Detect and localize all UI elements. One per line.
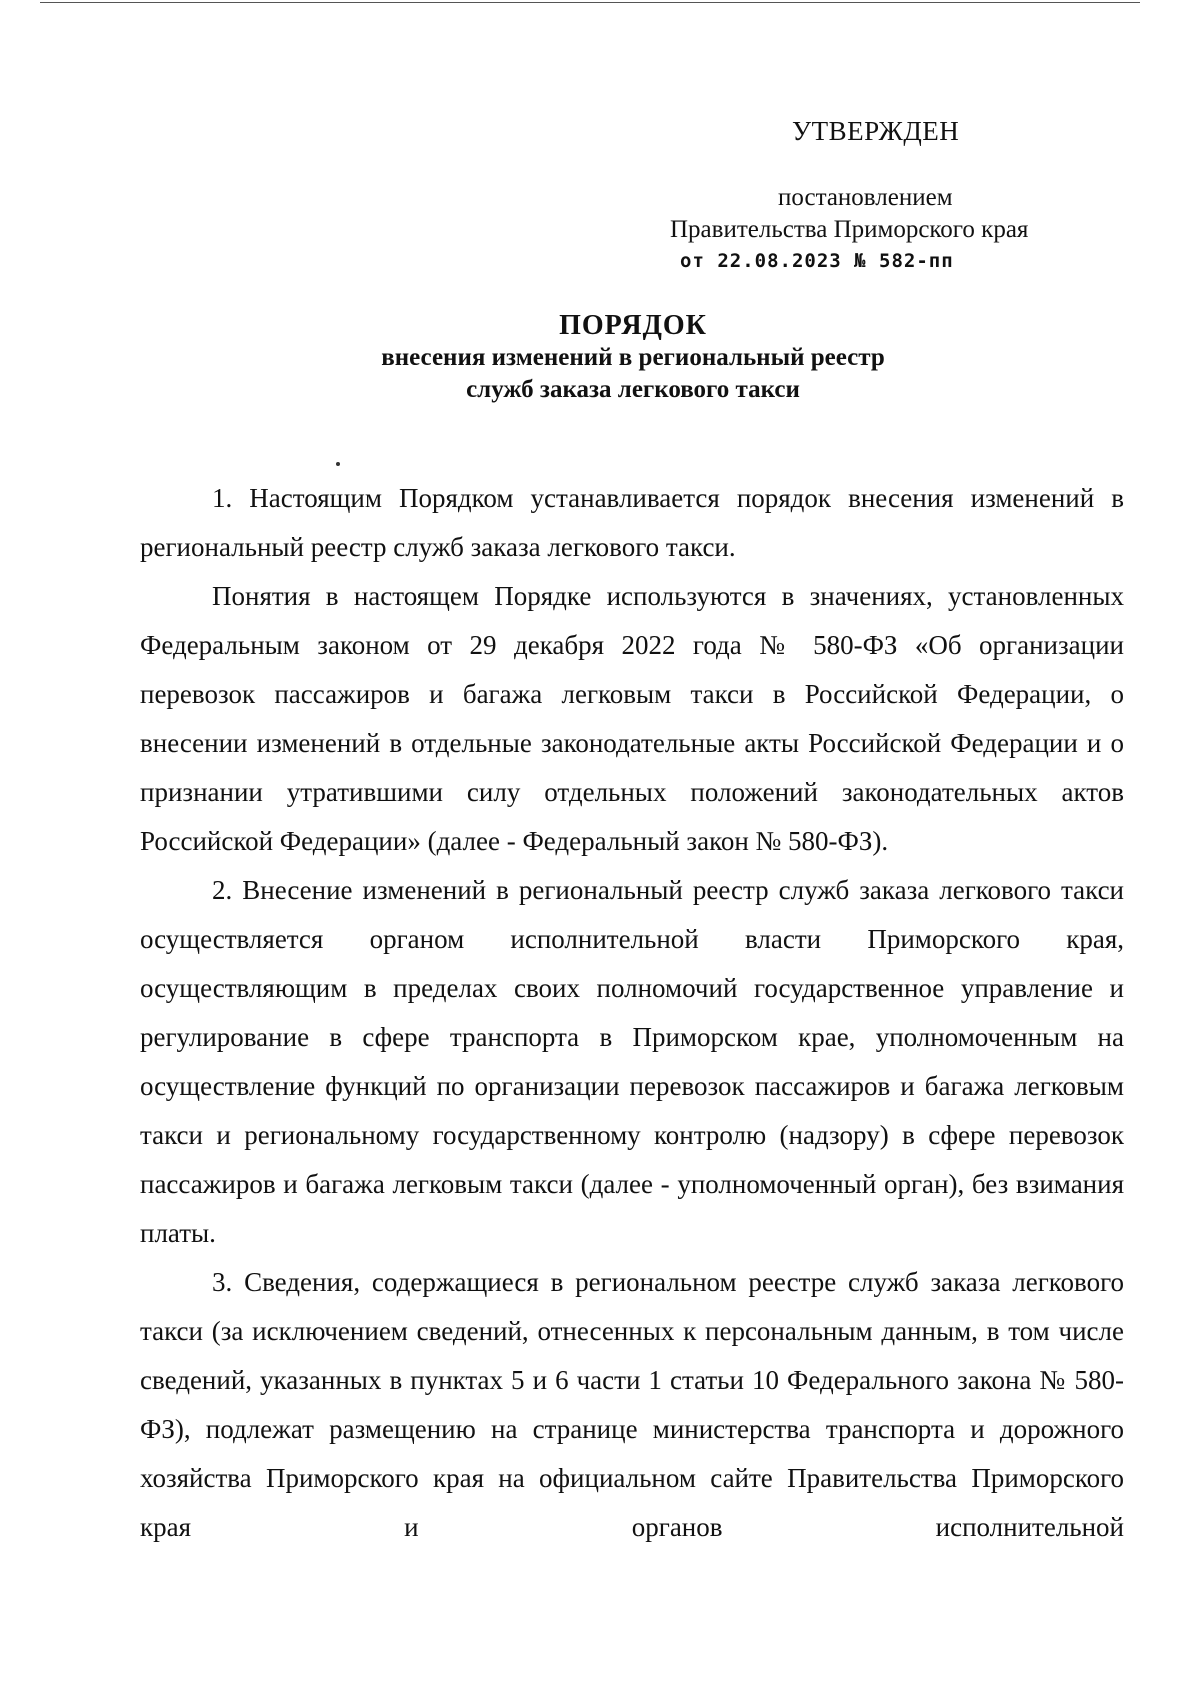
document-body — [140, 474, 1124, 1552]
approved-title: УТВЕРЖДЕН — [792, 116, 960, 146]
document-subtitle-line-1: внесения изменений в региональный реестр — [381, 344, 885, 371]
paragraph-2: 2. Внесение изменений в региональный реестр служб заказа легкового такси осуществляется органом исполнительной власти Приморского края, осуществляющим в пределах своих полномочий государственное управление и регулирование в сфере транспорта в Приморском крае, уполномоченным на осуществление функций по организации перевозок пассажиров и багажа легковым такси и региональному государственному контролю (надзору) в сфере перевозок пассажиров и багажа легковым такси (далее - уполномоченный орган), без взимания платы. — [140, 875, 1124, 1248]
document-title: ПОРЯДОК — [559, 310, 707, 341]
approval-date-number: от 22.08.2023 № 582-пп — [680, 250, 954, 272]
scan-speck — [336, 462, 340, 466]
document-heading — [0, 310, 1200, 406]
paragraph-1: 1. Настоящим Порядком устанавливается порядок внесения изменений в региональный реестр служб заказа легкового такси. — [140, 483, 1124, 562]
scan-top-edge-line — [40, 2, 1140, 3]
paragraph-3: 3. Сведения, содержащиеся в региональном реестре служб заказа легкового такси (за исключением сведений, отнесенных к персональным данным, в том числе сведений, указанных в пунктах 5 и 6 части 1 статьи 10 Федерального закона № 580-ФЗ), подлежат размещению на странице министерства транспорта и дорожного хозяйства Приморского края на официальном сайте Правительства Приморского края и органов исполнительной — [140, 1267, 1124, 1542]
approval-government: Правительства Приморского края — [670, 216, 1029, 243]
approval-decree: постановлением — [778, 184, 953, 211]
paragraph-definitions: Понятия в настоящем Порядке используются в значениях, установленных Федеральным законом от 29 декабря 2022 года № 580-ФЗ «Об организации перевозок пассажиров и багажа легковым такси в Российской Федерации, о внесении изменений в отдельные законодательные акты Российской Федерации и о признании утратившими силу отдельных положений законодательных актов Российской Федерации» (далее - Федеральный закон № 580-ФЗ). — [140, 581, 1124, 856]
document-subtitle-line-2: служб заказа легкового такси — [466, 376, 800, 403]
